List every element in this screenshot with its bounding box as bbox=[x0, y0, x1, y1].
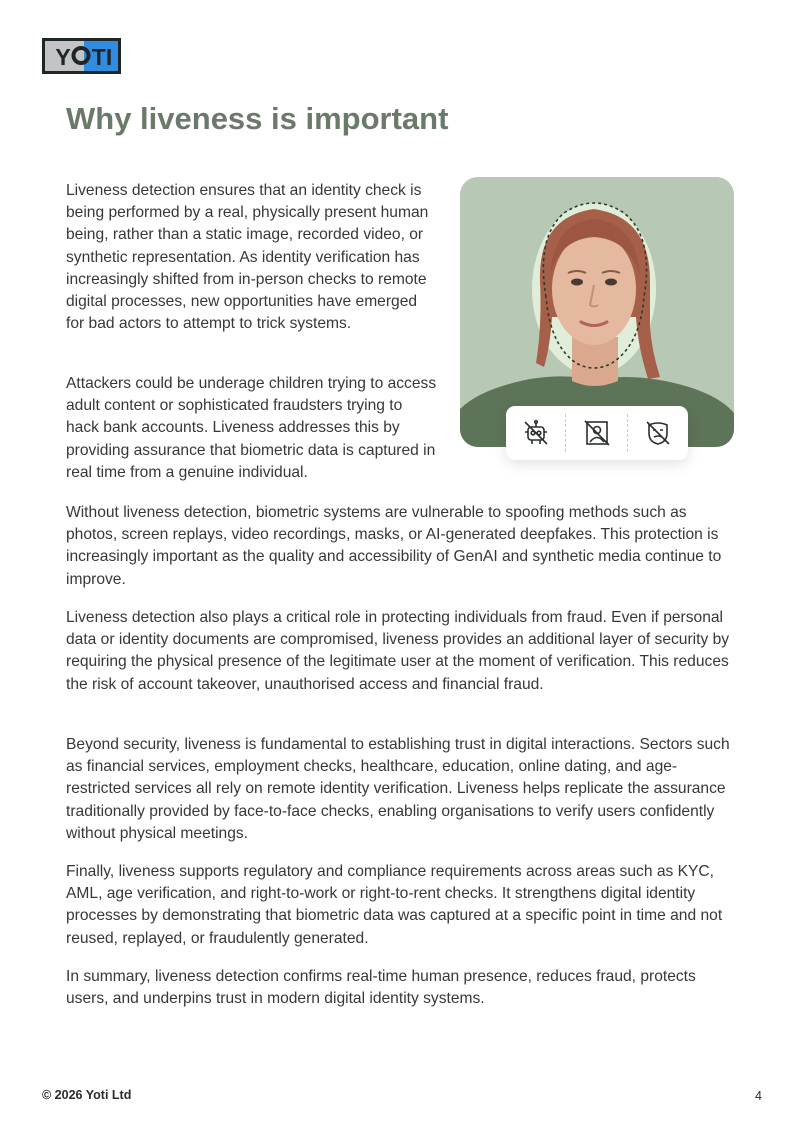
page-number: 4 bbox=[755, 1089, 762, 1103]
body-paragraph: Liveness detection ensures that an identity check is being performed by a real, physically present human being, rather than a static image, recorded video, or synthetic representation. As identity verification has increasingly shifted from in-person checks to remote digital processes, new opportunities have emerged for bad actors to attempt to trick systems. bbox=[66, 182, 429, 333]
copyright-text: © 2026 Yoti Ltd bbox=[42, 1088, 132, 1102]
body-paragraph: Finally, liveness supports regulatory and compliance requirements across areas such as KYC, AML, age verification, and right-to-work or right-to-rent checks. It strengthens digital identity processes by demonstrating that biometric data was captured at a specific point in time and not reused, replayed, or fraudulently generated. bbox=[66, 863, 723, 947]
anti-spoofing-icons bbox=[506, 406, 688, 460]
body-paragraph: Liveness detection also plays a critical role in protecting individuals from fraud. Even if personal data or identity documents are compromised, liveness provides an additional layer of security by requiring the physical presence of the legitimate user at the moment of verification. This reduces the risk of account takeover, unauthorised access and financial fraud. bbox=[66, 609, 730, 693]
no-photo-icon bbox=[567, 406, 626, 460]
body-paragraph: Without liveness detection, biometric systems are vulnerable to spoofing methods such as photos, screen replays, video recordings, masks, or AI-generated deepfakes. This protection is increasingly important as the quality and accessibility of GenAI and synthetic media continue to improve. bbox=[66, 504, 722, 588]
no-mask-icon bbox=[629, 406, 688, 460]
body-paragraph: Attackers could be underage children trying to access adult content or sophisticated fraudsters trying to hack bank accounts. Liveness addresses this by providing assurance that biometric data is captured in real time from a genuine individual. bbox=[66, 375, 437, 481]
page-title: Why liveness is important bbox=[66, 101, 449, 136]
body-paragraph: In summary, liveness detection confirms real-time human presence, reduces fraud, protects users, and underpins trust in modern digital identity systems. bbox=[66, 968, 696, 1008]
no-robot-icon bbox=[506, 406, 565, 460]
body-paragraph: Beyond security, liveness is fundamental to establishing trust in digital interactions. Sectors such as financial services, employment checks, healthcare, education, online dating, and age-restricted services all rely on remote identity verification. Liveness helps replicate the assurance traditionally provided by face-to-face checks, enabling organisations to verify users confidently without physical meetings. bbox=[66, 736, 730, 842]
svg-text:Y: Y bbox=[55, 44, 71, 70]
yoti-logo bbox=[42, 38, 121, 74]
svg-text:TI: TI bbox=[91, 44, 113, 70]
